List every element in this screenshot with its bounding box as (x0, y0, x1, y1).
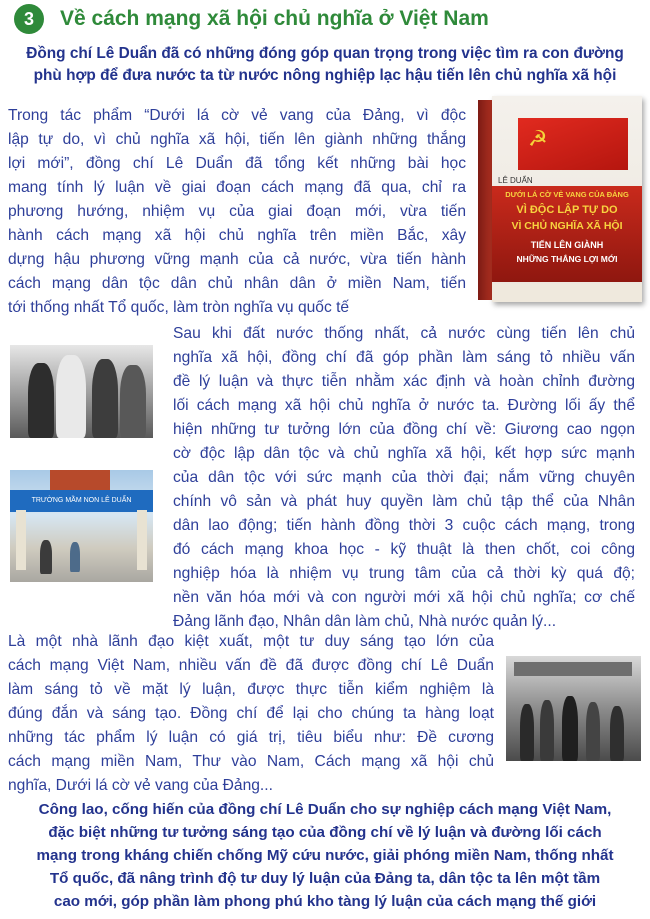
book-title-line: TIẾN LÊN GIÀNH (530, 240, 604, 250)
figure-shape (586, 702, 600, 761)
conclusion-line: cao mới, góp phần làm phong phú kho tàng lý luận của cách mạng thế giới (53, 893, 597, 910)
book-title-line: VÌ ĐỘC LẬP TỰ DO (516, 204, 618, 216)
conclusion-line: Công lao, cống hiến của đồng chí Lê Duẩn cho sự nghiệp cách mạng Việt Nam, (38, 801, 612, 818)
book-title-line: NHỮNG THẮNG LỢI MỚI (516, 254, 618, 264)
paragraph-line: nền văn hóa mới và con người mới xã hội chủ nghĩa; cơ chế (173, 589, 635, 606)
banner-shape (514, 662, 632, 676)
photo-school-gate (10, 470, 153, 582)
paragraph-line: lợi mới”, đồng chí Lê Duẩn đã tổng kết những bài học (8, 155, 466, 172)
figure-shape (92, 359, 118, 438)
book-cover-image (478, 96, 642, 302)
intro-line: Đồng chí Lê Duẩn đã có những đóng góp quan trọng trong việc tìm ra con đường (26, 45, 624, 62)
paragraph-line: cách mạng dân tộc dân chủ nhân dân ở miền Nam, tiến (8, 275, 466, 292)
figure-shape (540, 700, 554, 761)
hammer-sickle-icon: ☭ (528, 126, 548, 151)
photo-delegation-visit (506, 656, 641, 761)
gate-post (16, 510, 26, 570)
conclusion-summary (8, 798, 642, 913)
paragraph-line: hiện những tư tưởng lớn của đồng chí về: Giương cao ngọn (173, 421, 635, 438)
paragraph-line: mang tính lý luận về giai đoạn cách mạng đã qua, chỉ ra (8, 179, 466, 196)
figure-shape (610, 706, 624, 761)
paragraph-line: lập tự do, vì chủ nghĩa xã hội, tiến lên giành những thắng (8, 131, 466, 148)
figure-shape (120, 365, 146, 438)
paragraph-line: cách mạng Việt Nam, nhiều vấn đề đã được đồng chí Lê Duẩn (8, 657, 494, 674)
intro-summary (8, 43, 642, 87)
conclusion-line: Tổ quốc, đã nâng trình độ tư duy lý luận của Đảng ta, dân tộc ta lên một tầm (49, 870, 601, 887)
paragraph-line: đúng đắn và sáng tạo. Đồng chí để lại cho chúng ta hàng loạt (8, 705, 494, 722)
paragraph-line: của dân tộc với sức mạnh của thời đại; nắm vững chuyên (173, 469, 635, 486)
paragraph-line: những tác phẩm lý luận có giá trị, tiêu biểu như: Đề cương (8, 729, 494, 746)
paragraph-line: dựng hậu phương vững mạnh của cả nước, vừa tiến hành (8, 251, 466, 268)
conclusion-line: đặc biệt những tư tưởng sáng tạo của đồng chí về lý luận và đường lối cách (48, 824, 602, 841)
paragraph-line: cờ độc lập dân tộc và chủ nghĩa xã hội, kết hợp sức mạnh (173, 445, 635, 462)
paragraph-line: tới thống nhất Tổ quốc, làm tròn nghĩa vụ quốc tế (8, 299, 350, 316)
paragraph-line: nghĩa, Dưới lá cờ vẻ vang của Đảng... (8, 777, 273, 794)
book-author: LÊ DUẨN (498, 176, 533, 185)
figure-shape (56, 355, 86, 438)
book-footer (492, 284, 642, 302)
intro-line: phù hợp để đưa nước ta từ nước nông nghiệp lạc hậu tiến lên chủ nghĩa xã hội (33, 67, 617, 84)
paragraph-line: nghĩa xã hội, đồng chí đã góp phần làm sáng tỏ nhiều vấn (173, 349, 635, 366)
school-sign-text: TRƯỜNG MẦM NON LÊ DUẨN (31, 497, 132, 504)
paragraph-line: Đảng lãnh đạo, Nhân dân làm chủ, Nhà nước quản lý... (173, 613, 557, 630)
figure-shape (28, 363, 54, 438)
paragraph-line: nghiệp hóa là nhiệm vụ trung tâm của cả thời kỳ quá độ; (173, 565, 635, 582)
section-header (14, 4, 644, 34)
figure-shape (520, 704, 534, 761)
paragraph-line: đề lý luận và thực tiễn nhằm xác định và hoàn chỉnh đường (173, 373, 635, 390)
figure-shape (40, 540, 52, 574)
paragraph-line: dân lao động; tiến hành đồng thời 3 cuộc cách mạng, trong (173, 517, 635, 534)
gate-post (137, 510, 147, 570)
paragraph-line: lối cách mạng xã hội chủ nghĩa ở nước ta. Đường lối ấy thể (173, 397, 635, 414)
school-sign (10, 490, 153, 512)
paragraph-line: Là một nhà lãnh đạo kiệt xuất, một tư duy sáng tạo lớn của (8, 633, 494, 650)
paragraph-line: đó cách mạng khoa học - kỹ thuật là then chốt, coi công (173, 541, 635, 558)
paragraph-line: hành cách mạng xã hội chủ nghĩa trên miền Bắc, xây (8, 227, 466, 244)
paragraph-theoretical-works (8, 630, 494, 798)
paragraph-line: làm sáng tỏ về mặt lý luận, được thực tiễn kiểm nghiệm là (8, 681, 494, 698)
section-number-badge: 3 (14, 4, 44, 34)
book-front (492, 96, 642, 302)
figure-shape (70, 542, 80, 572)
book-title-line: VÌ CHỦ NGHĨA XÃ HỘI (511, 220, 623, 232)
paragraph-line: phương hướng, nhiệm vụ của giai đoạn mới, vừa tiến (8, 203, 466, 220)
paragraph-book-summary (8, 104, 466, 320)
photo-le-duan-with-soldiers (10, 345, 153, 438)
paragraph-socialist-path (173, 322, 635, 634)
paragraph-line: Sau khi đất nước thống nhất, cả nước cùng tiến lên chủ (173, 325, 635, 342)
paragraph-line: cách mạng miền Nam, Thư vào Nam, Cách mạng xã hội chủ (8, 753, 494, 770)
book-title-band (492, 186, 642, 282)
section-title: Về cách mạng xã hội chủ nghĩa ở Việt Nam (60, 7, 489, 30)
paragraph-line: chính vô sản và phát huy quyền làm chủ tập thể của Nhân (173, 493, 635, 510)
book-title-line: DƯỚI LÁ CỜ VẺ VANG CỦA ĐẢNG (505, 190, 629, 199)
conclusion-line: mạng trong kháng chiến chống Mỹ cứu nước, giải phóng miền Nam, thống nhất (36, 847, 614, 864)
figure-shape (562, 696, 578, 761)
paragraph-line: Trong tác phẩm “Dưới lá cờ vẻ vang của Đảng, vì độc (8, 107, 466, 124)
